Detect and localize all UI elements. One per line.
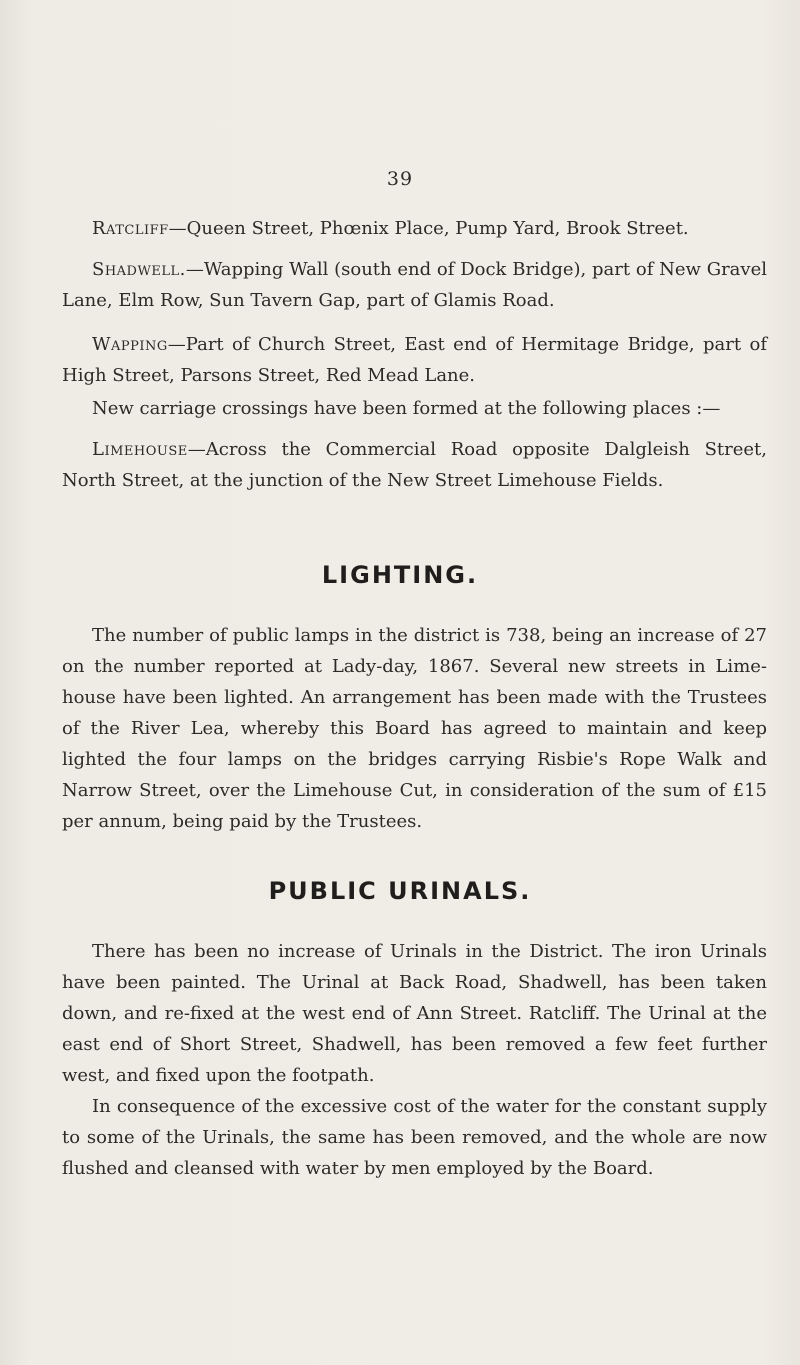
street-entry-ratcliff (62, 213, 767, 244)
district-name: Ratcliff (92, 218, 169, 239)
street-list-section (62, 213, 767, 496)
street-entry-text: —Wapping Wall (south end of Dock Bridge), part of New Gravel Lane, Elm Row, Sun Tavern Gap, part of Glamis Road. (62, 259, 767, 311)
district-name: Wapping (92, 334, 168, 355)
lighting-section (62, 620, 767, 837)
urinals-paragraph-1: There has been no increase of Urinals in the District. The iron Urinals have been painted. The Urinal at Back Road, Shadwell, has been taken down, and re-fixed at the west end of Ann Street. Ratcliff. The Urinal at the east end of Short Street, Shadwell, has been removed a few feet further west, and fixed upon the footpath. (62, 941, 767, 1086)
street-entry-shadwell (62, 254, 767, 316)
lighting-paragraph: The number of public lamps in the district is 738, being an increase of 27 on the number reported at Lady-day, 1867. Several new streets in Lime-house have been lighted. An arrangement has been made with the Trustees of the River Lea, whereby this Board has agreed to maintain and keep lighted the four lamps on the bridges carrying Risbie's Rope Walk and Narrow Street, over the Limehouse Cut, in consideration of the sum of £15 per annum, being paid by the Trustees. (62, 625, 767, 832)
urinals-paragraph-2: In consequence of the excessive cost of the water for the constant supply to some of the Urinals, the same has been removed, and the whole are now flushed and cleansed with water by men employed by the Board. (62, 1096, 767, 1179)
street-entry-text: —Queen Street, Phœnix Place, Pump Yard, Brook Street. (168, 218, 689, 239)
lighting-heading: LIGHTING. (321, 561, 479, 589)
page-number: 39 (386, 168, 414, 190)
street-entry-limehouse (62, 434, 767, 496)
district-name: Shadwell. (92, 259, 186, 280)
district-name: Limehouse (92, 439, 188, 460)
crossings-intro: New carriage crossings have been formed at the following places :— (92, 398, 721, 419)
street-entry-wapping (62, 329, 767, 391)
urinals-section (62, 936, 767, 1184)
urinals-heading: PUBLIC URINALS. (268, 877, 532, 905)
street-entry-text: —Part of Church Street, East end of Hermitage Bridge, part of High Street, Parsons Street, Red Mead Lane. (62, 334, 767, 386)
street-entry-text: —Across the Commercial Road opposite Dalgleish Street, North Street, at the junction of the New Street Limehouse Fields. (62, 439, 767, 491)
